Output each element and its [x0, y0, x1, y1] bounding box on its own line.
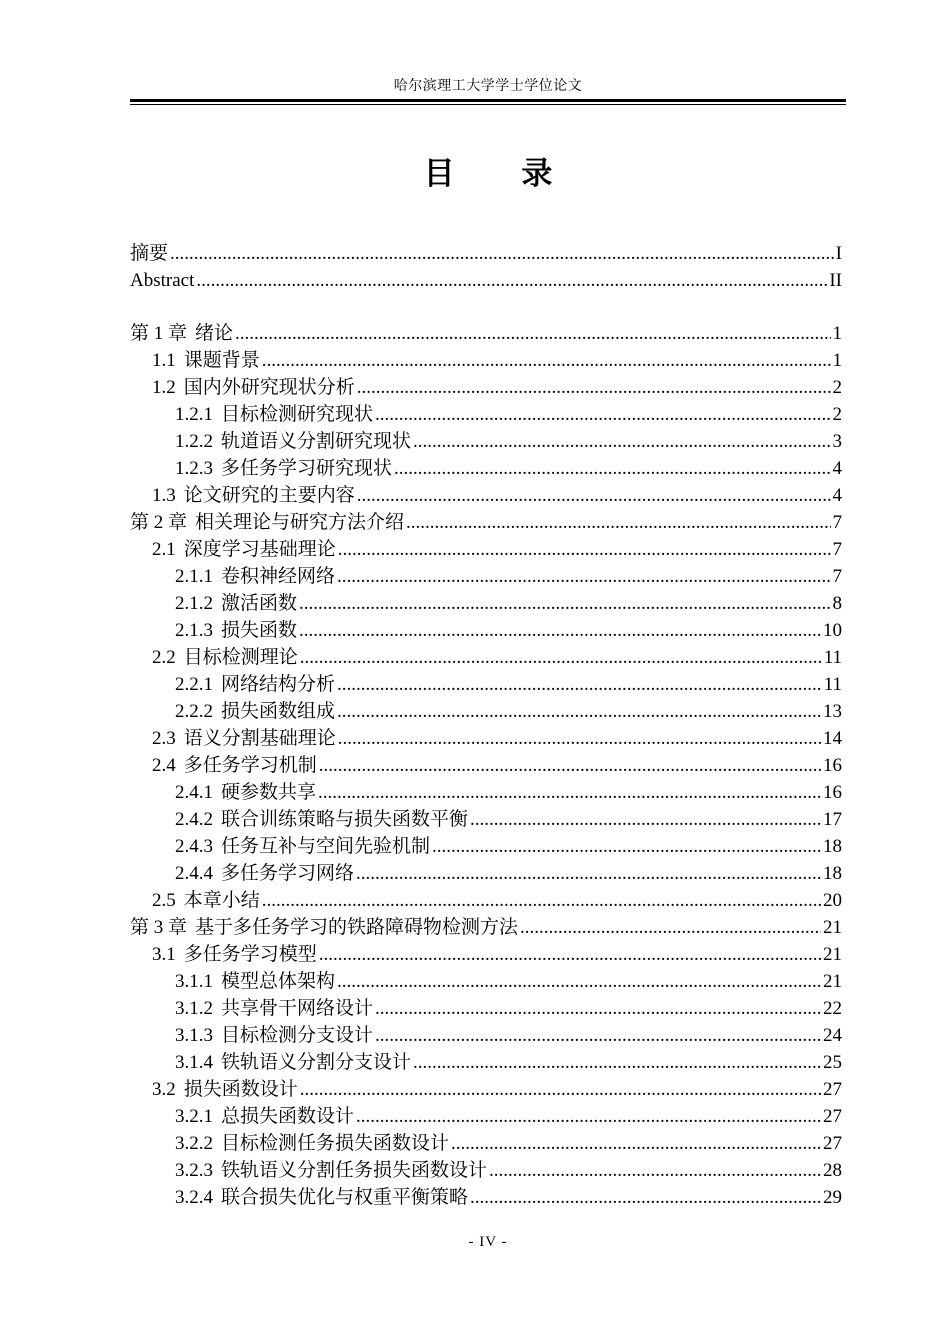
toc-entry[interactable]: [130, 1103, 842, 1130]
toc-entry[interactable]: [130, 644, 842, 671]
toc-entry[interactable]: [130, 698, 842, 725]
toc-entry-title: 损失函数设计: [183, 1079, 298, 1100]
toc-entry[interactable]: [130, 806, 842, 833]
toc-entry-page: 8: [832, 593, 842, 614]
toc-entry-page: 20: [823, 890, 842, 911]
toc-entry-page: 21: [823, 944, 842, 965]
toc-entry[interactable]: [130, 1184, 842, 1211]
toc-entry-number: 2.4.4: [175, 863, 213, 884]
toc-entry-number: 2.4.3: [175, 836, 213, 857]
toc-entry-number: 2.3: [152, 728, 176, 749]
toc-entry[interactable]: [130, 240, 842, 267]
toc-entry[interactable]: [130, 617, 842, 644]
toc-entry-page: 18: [823, 836, 842, 857]
toc-entry[interactable]: [130, 267, 842, 294]
toc-entry[interactable]: [130, 1157, 842, 1184]
toc-leader-dots: [489, 1157, 821, 1184]
toc-entry[interactable]: [130, 1022, 842, 1049]
toc-leader-dots: [470, 806, 821, 833]
toc-leader-dots: [337, 698, 821, 725]
toc-entry[interactable]: [130, 941, 842, 968]
toc-entry-number: 1.3: [152, 485, 176, 506]
toc-entry-title: 轨道语义分割研究现状: [221, 431, 412, 452]
toc-entry[interactable]: [130, 401, 842, 428]
toc-leader-dots: [235, 320, 830, 347]
toc-leader-dots: [451, 1130, 821, 1157]
toc-entry-title: 铁轨语义分割任务损失函数设计: [221, 1160, 488, 1181]
toc-entry-number: 3.1.4: [175, 1052, 213, 1073]
toc-entry-page: 11: [823, 674, 842, 695]
toc-entry[interactable]: [130, 752, 842, 779]
toc-entry[interactable]: [130, 320, 842, 347]
toc-leader-dots: [338, 725, 821, 752]
header-rule-thick: [130, 99, 846, 102]
toc-entry-title: 多任务学习模型: [183, 944, 317, 965]
toc-entry[interactable]: [130, 347, 842, 374]
toc-entry-title: Abstract: [130, 270, 195, 291]
toc-entry-page: 22: [823, 998, 842, 1019]
toc-entry[interactable]: [130, 995, 842, 1022]
page-number: - IV -: [468, 1234, 508, 1250]
toc-leader-dots: [262, 887, 821, 914]
toc-entry-number: 第 3 章: [130, 917, 188, 938]
toc-entry[interactable]: [130, 1076, 842, 1103]
running-header: 哈尔滨理工大学学士学位论文: [393, 79, 583, 94]
toc-entry-page: 2: [832, 377, 842, 398]
toc-entry-number: 3.1.1: [175, 971, 213, 992]
toc-entry-number: 3.1.3: [175, 1025, 213, 1046]
toc-entry-number: 3.1: [152, 944, 176, 965]
toc-entry-page: 28: [823, 1160, 842, 1181]
toc-leader-dots: [375, 1022, 821, 1049]
toc-leader-dots: [319, 752, 821, 779]
toc-entry-title: 网络结构分析: [221, 674, 336, 695]
toc-entry[interactable]: [130, 725, 842, 752]
toc-entry-page: 7: [832, 512, 842, 533]
toc-entry-title: 总损失函数设计: [221, 1106, 355, 1127]
toc-entry-number: 2.4: [152, 755, 176, 776]
toc-entry-title: 深度学习基础理论: [183, 539, 336, 560]
toc-entry-page: 29: [823, 1187, 842, 1208]
toc-leader-dots: [262, 347, 831, 374]
table-of-contents: [130, 240, 842, 1211]
toc-leader-dots: [300, 644, 822, 671]
toc-entry-number: 2.2.2: [175, 701, 213, 722]
toc-leader-dots: [299, 617, 821, 644]
toc-entry-page: 27: [823, 1106, 842, 1127]
toc-entry[interactable]: [130, 914, 842, 941]
toc-entry-number: 第 1 章: [130, 323, 188, 344]
toc-entry-title: 论文研究的主要内容: [183, 485, 355, 506]
page-title: 目 录: [423, 156, 581, 192]
toc-entry-number: 3.2.2: [175, 1133, 213, 1154]
toc-entry-page: 18: [823, 863, 842, 884]
toc-entry[interactable]: [130, 563, 842, 590]
toc-entry-title: 激活函数: [221, 593, 298, 614]
toc-leader-dots: [337, 671, 822, 698]
toc-entry-title: 课题背景: [183, 350, 260, 371]
toc-entry-number: 3.2.4: [175, 1187, 213, 1208]
toc-entry-number: 1.1: [152, 350, 176, 371]
toc-entry-page: I: [835, 243, 842, 264]
toc-entry[interactable]: [130, 968, 842, 995]
toc-entry-page: 10: [823, 620, 842, 641]
toc-entry-page: 13: [823, 701, 842, 722]
toc-entry-title: 多任务学习研究现状: [221, 458, 393, 479]
toc-entry-title: 相关理论与研究方法介绍: [195, 512, 405, 533]
toc-leader-dots: [338, 536, 831, 563]
toc-entry[interactable]: [130, 428, 842, 455]
toc-entry-page: 24: [823, 1025, 842, 1046]
toc-entry-title: 硬参数共享: [221, 782, 317, 803]
toc-entry[interactable]: [130, 590, 842, 617]
toc-entry-title: 绪论: [195, 323, 234, 344]
toc-entry[interactable]: [130, 374, 842, 401]
toc-entry-page: 14: [823, 728, 842, 749]
toc-entry-page: 16: [823, 755, 842, 776]
toc-leader-dots: [413, 1049, 821, 1076]
toc-leader-dots: [356, 1103, 821, 1130]
toc-entry-title: 目标检测研究现状: [221, 404, 374, 425]
toc-entry[interactable]: [130, 455, 842, 482]
toc-leader-dots: [432, 833, 821, 860]
toc-entry[interactable]: [130, 833, 842, 860]
toc-entry-page: 21: [823, 917, 842, 938]
toc-entry-page: 1: [832, 350, 842, 371]
toc-entry[interactable]: [130, 887, 842, 914]
toc-entry-title: 联合损失优化与权重平衡策略: [221, 1187, 469, 1208]
toc-leader-dots: [318, 779, 821, 806]
toc-entry-number: 2.1.1: [175, 566, 213, 587]
toc-entry-title: 国内外研究现状分析: [183, 377, 355, 398]
toc-entry[interactable]: [130, 509, 842, 536]
toc-entry-number: 2.1: [152, 539, 176, 560]
toc-entry-page: 7: [832, 539, 842, 560]
toc-entry-number: 第 2 章: [130, 512, 188, 533]
toc-entry-number: 2.4.1: [175, 782, 213, 803]
toc-entry-number: 3.1.2: [175, 998, 213, 1019]
toc-entry[interactable]: [130, 482, 842, 509]
toc-leader-dots: [319, 941, 821, 968]
toc-entry-page: 1: [832, 323, 842, 344]
toc-leader-dots: [196, 267, 827, 294]
toc-entry-title: 任务互补与空间先验机制: [221, 836, 431, 857]
toc-entry-title: 摘要: [130, 243, 169, 264]
toc-entry-page: 7: [832, 566, 842, 587]
toc-entry-number: 2.1.3: [175, 620, 213, 641]
toc-entry-title: 目标检测任务损失函数设计: [221, 1133, 450, 1154]
toc-leader-dots: [470, 1184, 821, 1211]
toc-entry-number: 3.2.1: [175, 1106, 213, 1127]
toc-entry[interactable]: [130, 671, 842, 698]
toc-leader-dots: [299, 590, 830, 617]
toc-entry-page: 25: [823, 1052, 842, 1073]
toc-leader-dots: [357, 374, 831, 401]
toc-leader-dots: [375, 995, 821, 1022]
toc-leader-dots: [413, 428, 830, 455]
toc-entry-title: 基于多任务学习的铁路障碍物检测方法: [195, 917, 519, 938]
toc-entry-title: 语义分割基础理论: [183, 728, 336, 749]
toc-entry[interactable]: [130, 860, 842, 887]
toc-entry-page: 17: [823, 809, 842, 830]
toc-entry-title: 损失函数: [221, 620, 298, 641]
toc-entry-number: 1.2.3: [175, 458, 213, 479]
toc-leader-dots: [337, 968, 821, 995]
toc-entry-page: 4: [832, 485, 842, 506]
toc-leader-dots: [337, 563, 830, 590]
toc-entry-number: 2.2: [152, 647, 176, 668]
toc-entry-title: 卷积神经网络: [221, 566, 336, 587]
toc-entry-title: 多任务学习网络: [221, 863, 355, 884]
toc-entry[interactable]: [130, 536, 842, 563]
toc-entry-number: 3.2.3: [175, 1160, 213, 1181]
toc-entry-page: 27: [823, 1079, 842, 1100]
toc-leader-dots: [394, 455, 830, 482]
toc-leader-dots: [520, 914, 821, 941]
toc-leader-dots: [357, 482, 831, 509]
toc-entry-number: 1.2: [152, 377, 176, 398]
toc-entry-page: II: [829, 270, 842, 291]
toc-entry-number: 2.1.2: [175, 593, 213, 614]
toc-entry-number: 1.2.1: [175, 404, 213, 425]
toc-entry[interactable]: [130, 779, 842, 806]
toc-entry-number: 2.2.1: [175, 674, 213, 695]
toc-entry-title: 本章小结: [183, 890, 260, 911]
toc-entry-title: 共享骨干网络设计: [221, 998, 374, 1019]
toc-entry-page: 21: [823, 971, 842, 992]
toc-entry-title: 目标检测分支设计: [221, 1025, 374, 1046]
toc-entry-page: 2: [832, 404, 842, 425]
toc-entry-number: 3.2: [152, 1079, 176, 1100]
toc-entry-title: 损失函数组成: [221, 701, 336, 722]
toc-entry-title: 模型总体架构: [221, 971, 336, 992]
toc-leader-dots: [300, 1076, 821, 1103]
toc-entry-title: 多任务学习机制: [183, 755, 317, 776]
toc-entry-number: 1.2.2: [175, 431, 213, 452]
toc-entry-number: 2.5: [152, 890, 176, 911]
toc-entry-number: 2.4.2: [175, 809, 213, 830]
toc-entry-page: 3: [832, 431, 842, 452]
toc-entry-title: 联合训练策略与损失函数平衡: [221, 809, 469, 830]
toc-leader-dots: [356, 860, 821, 887]
toc-entry[interactable]: [130, 1049, 842, 1076]
toc-entry-page: 4: [832, 458, 842, 479]
toc-leader-dots: [375, 401, 830, 428]
toc-leader-dots: [170, 240, 834, 267]
toc-entry-title: 铁轨语义分割分支设计: [221, 1052, 412, 1073]
header-rule-thin: [130, 104, 846, 105]
toc-entry-page: 27: [823, 1133, 842, 1154]
toc-entry-page: 16: [823, 782, 842, 803]
toc-entry[interactable]: [130, 1130, 842, 1157]
toc-leader-dots: [406, 509, 830, 536]
toc-entry-title: 目标检测理论: [183, 647, 298, 668]
toc-entry-page: 11: [823, 647, 842, 668]
